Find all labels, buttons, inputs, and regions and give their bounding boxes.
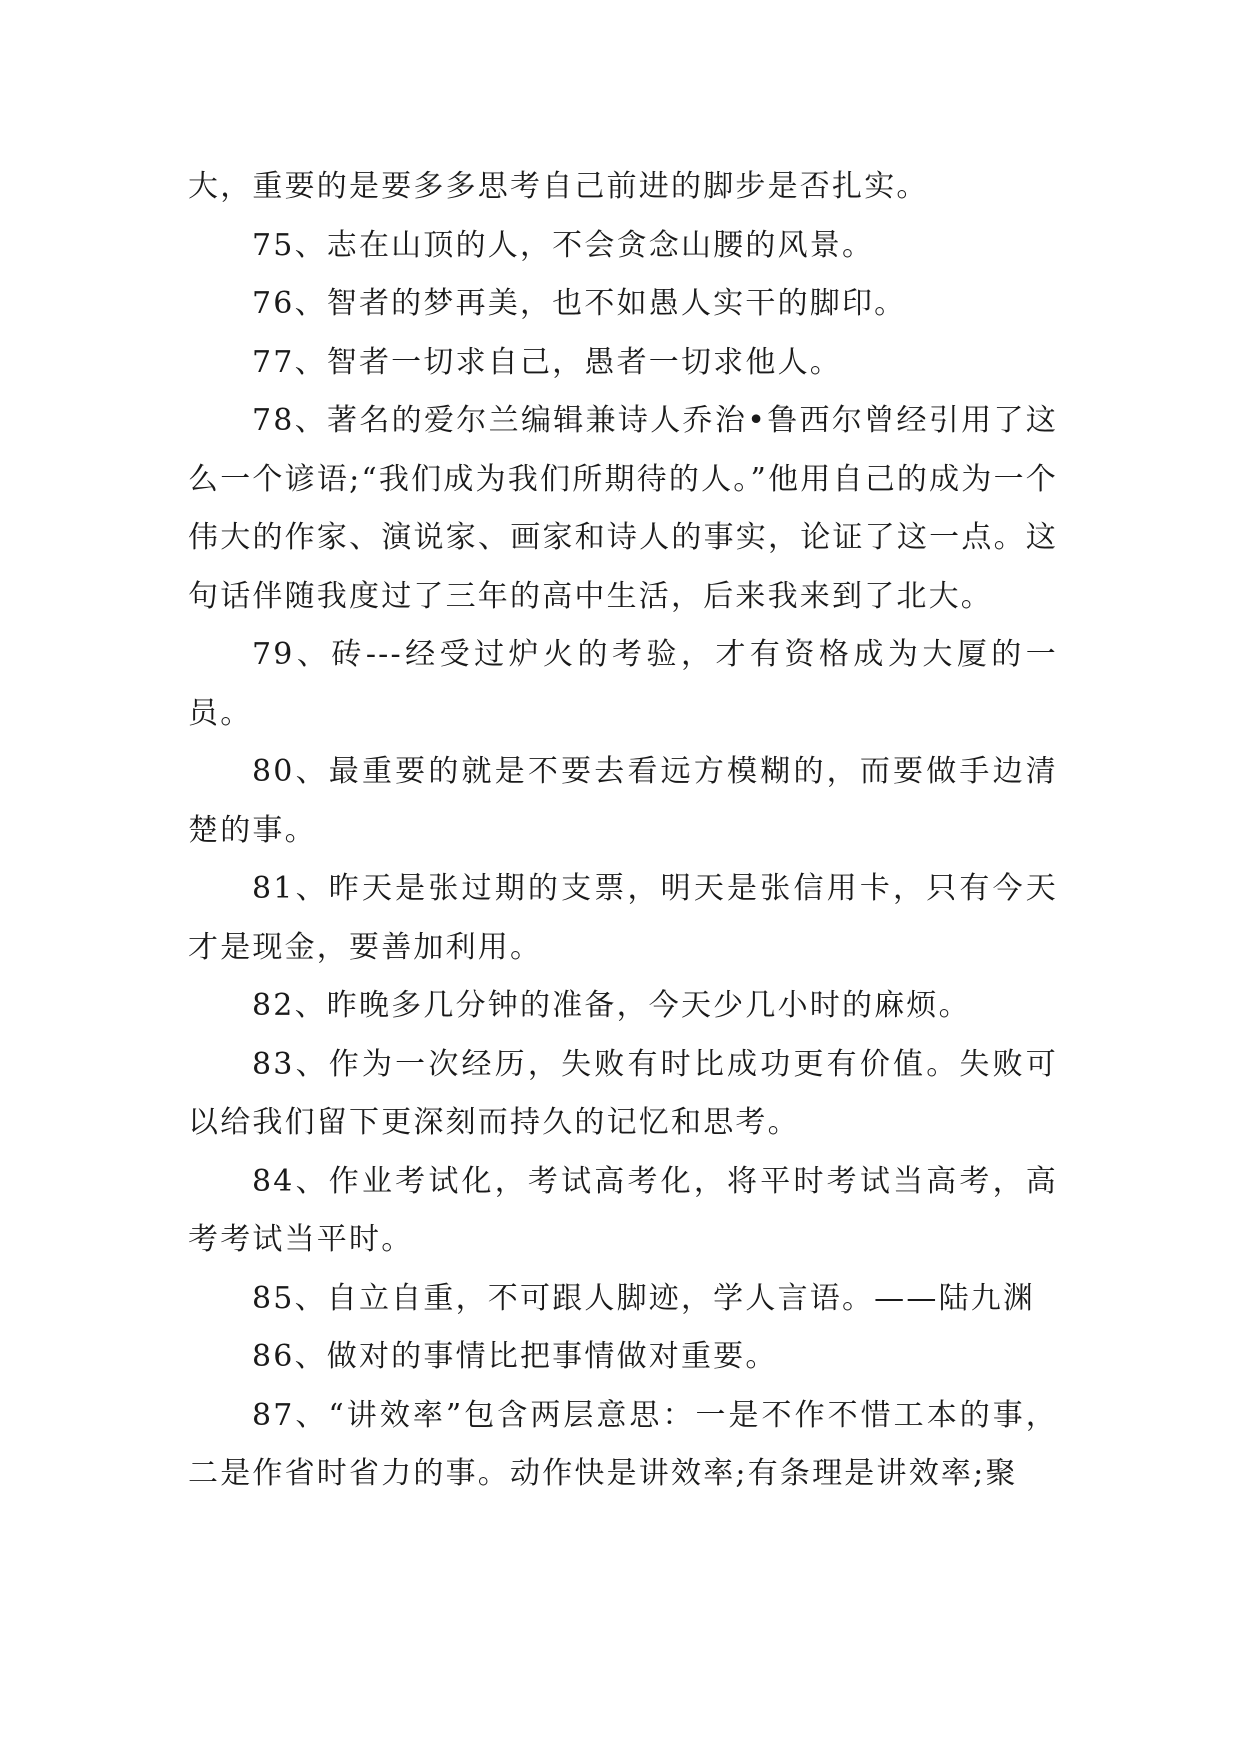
paragraph-87: 87、“讲效率”包含两层意思：一是不作不惜工本的事，二是作省时省力的事。动作快是讲效率;有条理是讲效率;聚 [188,1397,1058,1491]
paragraph-83: 83、作为一次经历，失败有时比成功更有价值。失败可以给我们留下更深刻而持久的记忆和思考。 [188,1046,1058,1140]
paragraph-81: 81、昨天是张过期的支票，明天是张信用卡，只有今天才是现金，要善加利用。 [188,871,1058,965]
paragraph-76: 76、智者的梦再美，也不如愚人实干的脚印。 [252,286,907,321]
document-body [188,158,1058,1504]
paragraph-84: 84、作业考试化，考试高考化，将平时考试当高考，高考考试当平时。 [188,1163,1058,1257]
paragraph-85: 85、自立自重，不可跟人脚迹，学人言语。——陆九渊 [252,1280,1036,1316]
paragraph-80: 80、最重要的就是不要去看远方模糊的，而要做手边清楚的事。 [188,754,1058,848]
paragraph-78: 78、著名的爱尔兰编辑兼诗人乔治•鲁西尔曾经引用了这么一个谚语;“我们成为我们所期待的人。”他用自己的成为一个伟大的作家、演说家、画家和诗人的事实，论证了这一点。这句话伴随我度过了三年的高中生活，后来我来到了北大。 [188,403,1058,614]
paragraph-77: 77、智者一切求自己，愚者一切求他人。 [252,344,842,380]
paragraph-86: 86、做对的事情比把事情做对重要。 [252,1339,778,1374]
paragraph-79: 79、砖---经受过炉火的考验，才有资格成为大厦的一员。 [188,637,1058,731]
paragraph-82: 82、昨晚多几分钟的准备，今天少几小时的麻烦。 [252,988,971,1023]
paragraph-75: 75、志在山顶的人，不会贪念山腰的风景。 [252,227,875,263]
paragraph-continuation: 大，重要的是要多多思考自己前进的脚步是否扎实。 [188,169,929,204]
